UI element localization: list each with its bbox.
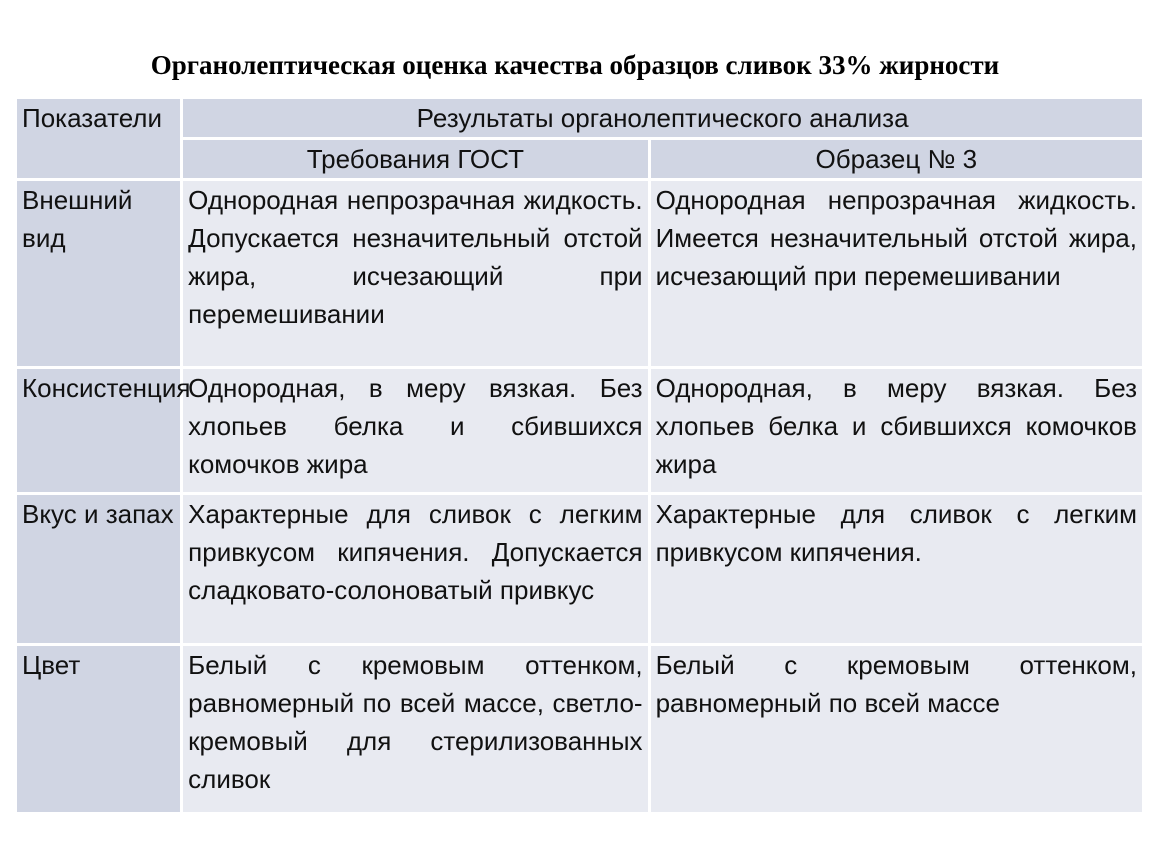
gost-cell: Однородная непрозрачная жидкость. Допускается незначительный отстой жира, исчезающий при перемешивании [182, 180, 649, 368]
header-results: Результаты органолептического анализа [182, 98, 1144, 139]
header-gost: Требования ГОСТ [182, 139, 649, 180]
organoleptic-table [14, 96, 1145, 815]
indicator-cell: Цвет [16, 645, 182, 814]
slide-title: Органолептическая оценка качества образцов сливок 33% жирности [150, 50, 1000, 80]
indicator-cell: Вкус и запах [16, 494, 182, 645]
gost-cell: Однородная, в меру вязкая. Без хлопьев белка и сбившихся комочков жира [182, 368, 649, 494]
header-row [16, 98, 1144, 139]
table-row [16, 180, 1144, 368]
subheader-row [16, 139, 1144, 180]
sample-cell: Однородная, в меру вязкая. Без хлопьев белка и сбившихся комочков жира [649, 368, 1143, 494]
indicator-cell: Консистенция [16, 368, 182, 494]
table-row [16, 368, 1144, 494]
gost-cell: Белый с кремовым оттенком, равномерный по всей массе, светло-кремовый для стерилизованных сливок [182, 645, 649, 814]
sample-cell: Характерные для сливок с легким привкусом кипячения. [649, 494, 1143, 645]
gost-cell: Характерные для сливок с легким привкусом кипячения. Допускается сладковато-солоноватый привкус [182, 494, 649, 645]
sample-cell: Белый с кремовым оттенком, равномерный по всей массе [649, 645, 1143, 814]
table-row [16, 645, 1144, 814]
header-indicators: Показатели [16, 98, 182, 180]
sample-cell: Однородная непрозрачная жидкость. Имеется незначительный отстой жира, исчезающий при перемешивании [649, 180, 1143, 368]
table-row [16, 494, 1144, 645]
header-sample: Образец № 3 [649, 139, 1143, 180]
indicator-cell: Внешний вид [16, 180, 182, 368]
